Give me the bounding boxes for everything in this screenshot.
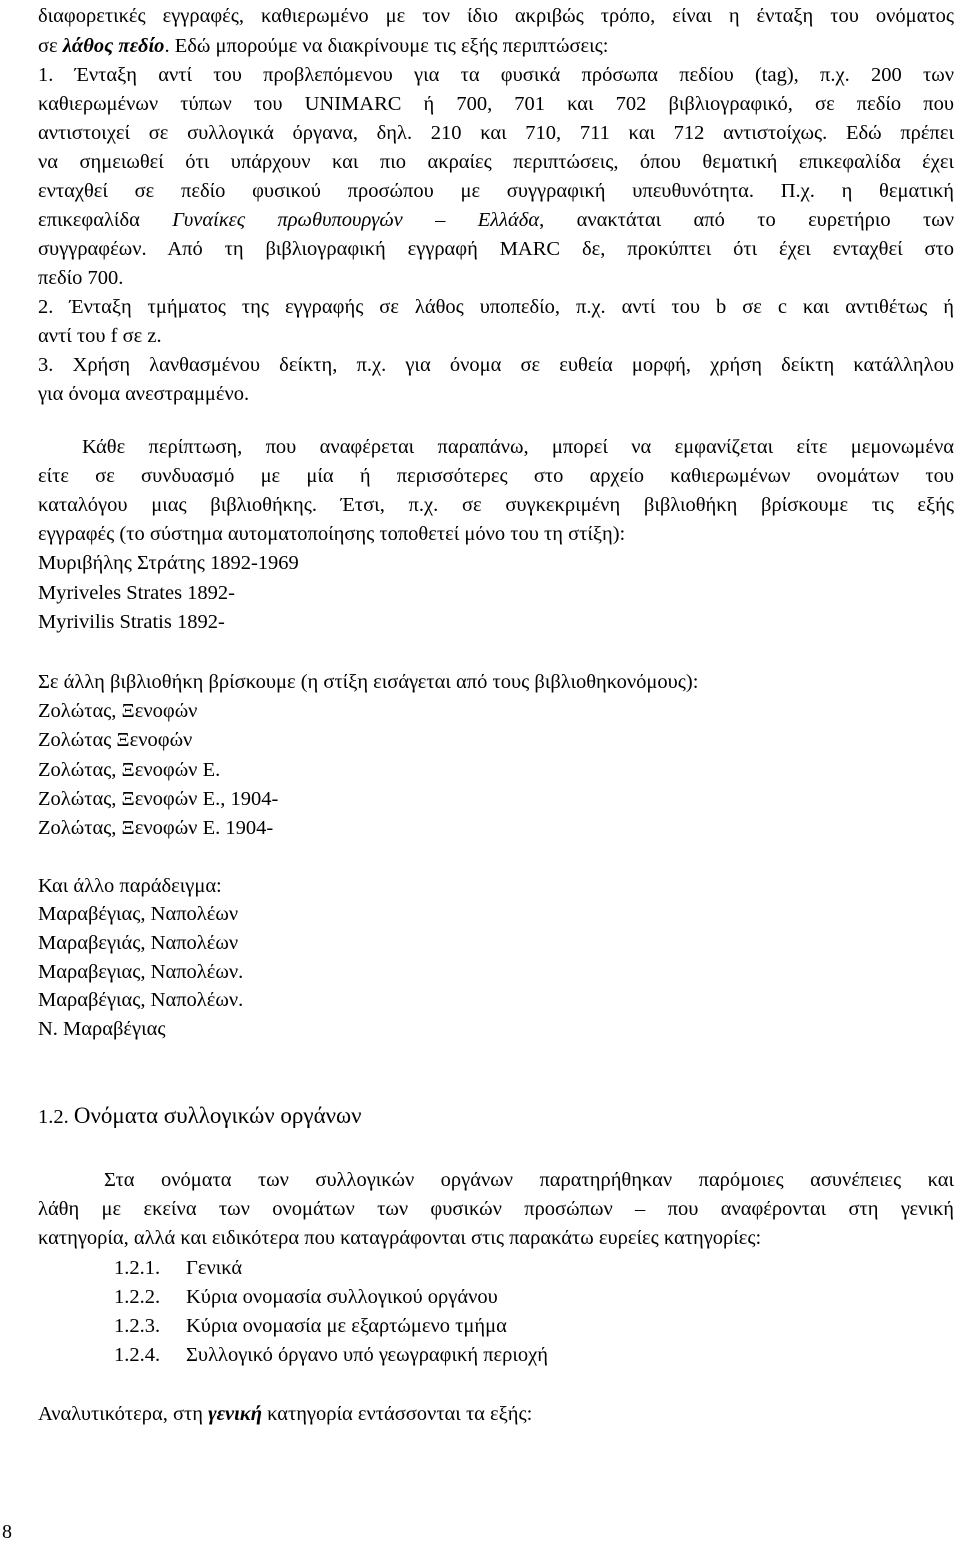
- subsection-label: Κύρια ονομασία συλλογικού οργάνου: [186, 1286, 498, 1308]
- case-2-line-2: αντί του f σε z.: [38, 325, 162, 347]
- para-3-line-3: κατηγορία, αλλά και ειδικότερα που καταγράφονται στις παρακάτω ευρείες κατηγορίες:: [38, 1227, 762, 1249]
- case-1-line-6: [38, 210, 954, 231]
- example-2-item: Ζολώτας, Ξενοφών Ε. 1904-: [38, 817, 274, 839]
- para-3-line-2: λάθη με εκείνα των ονομάτων των φυσικών προσώπων – που αναφέρονται στη γενική: [38, 1198, 954, 1220]
- case-1-line-4: να σημειωθεί ότι υπάρχουν και πιο ακραίες περιπτώσεις, όπου θεματική επικεφαλίδα έχει: [38, 151, 954, 173]
- case-2-line-1: 2. Ένταξη τμήματος της εγγραφής σε λάθος υποπεδίο, π.χ. αντί του b σε c και αντιθέτως ή: [38, 296, 954, 318]
- para-2-line-2: είτε σε συνδυασμό με μία ή περισσότερες στο αρχείο καθιερωμένων ονομάτων του: [38, 465, 954, 487]
- case-1-line-8: πεδίο 700.: [38, 267, 124, 289]
- subsection-item: [114, 1287, 498, 1308]
- case-1-line-6-pre: επικεφαλίδα: [38, 209, 173, 231]
- subsection-label: Συλλογικό όργανο υπό γεωγραφική περιοχή: [186, 1344, 548, 1366]
- subsection-item: [114, 1258, 242, 1279]
- para-2-line-3: καταλόγου μιας βιβλιοθήκης. Έτσι, π.χ. σε συγκεκριμένη βιβλιοθήκη βρίσκουμε τις εξής: [38, 494, 954, 516]
- example-2-item: Ζολώτας, Ξενοφών Ε., 1904-: [38, 788, 279, 810]
- subsection-item: [114, 1316, 507, 1337]
- example-2-item: Ζολώτας, Ξενοφών Ε.: [38, 759, 221, 781]
- example-2-item: Ζολώτας Ξενοφών: [38, 729, 193, 751]
- case-1-line-6-post: , ανακτάται από το ευρετήριο των: [539, 209, 954, 231]
- example-2-item: Ζολώτας, Ξενοφών: [38, 700, 198, 722]
- subsection-item: [114, 1345, 548, 1366]
- section-number: 1.2.: [38, 1106, 69, 1128]
- para-2-line-4: εγγραφές (το σύστημα αυτοματοποίησης τοποθετεί μόνο του τη στίξη):: [38, 523, 626, 545]
- subsection-label: Γενικά: [186, 1257, 243, 1279]
- subsection-number: 1.2.3.: [114, 1315, 161, 1337]
- example-1-item: Myriveles Strates 1892-: [38, 582, 235, 604]
- subsection-number: 1.2.4.: [114, 1344, 161, 1366]
- example-3-item: Μαραβεγιάς, Ναπολέων: [38, 932, 239, 954]
- closing-line: [38, 1404, 532, 1425]
- case-3-line-2: για όνομα ανεστραμμένο.: [38, 383, 250, 405]
- example-3-item: Μαραβέγιας, Ναπολέων: [38, 903, 239, 925]
- para-2-line-1: Κάθε περίπτωση, που αναφέρεται παραπάνω, μπορεί να εμφανίζεται είτε μεμονωμένα: [82, 436, 954, 458]
- case-1-line-5: ενταχθεί σε πεδίο φυσικού προσώπου με συγγραφική υπευθυνότητα. Π.χ. η θεματική: [38, 180, 954, 202]
- para-3-line-1: Στα ονόματα των συλλογικών οργάνων παρατηρήθηκαν παρόμοιες ασυνέπειες και: [104, 1169, 954, 1191]
- example-3-item: Μαραβέγιας, Ναπολέων.: [38, 989, 244, 1011]
- closing-post: κατηγορία εντάσσονται τα εξής:: [261, 1403, 533, 1425]
- subsection-label: Κύρια ονομασία με εξαρτώμενο τμήμα: [186, 1315, 507, 1337]
- emphasis-wrong-field: λάθος πεδίο: [62, 35, 165, 57]
- italic-heading-example: Γυναίκες πρωθυπουργών – Ελλάδα: [172, 209, 540, 231]
- example-1-item: Myrivilis Stratis 1892-: [38, 611, 225, 633]
- subsection-number: 1.2.1.: [114, 1257, 161, 1279]
- case-1-line-2: καθιερωμένων τύπων του UNIMARC ή 700, 701 και 702 βιβλιογραφικό, σε πεδίο που: [38, 93, 954, 115]
- intro-line-2-post: . Εδώ μπορούμε να διακρίνουμε τις εξής περιπτώσεις:: [164, 35, 609, 57]
- page-number: 8: [2, 1521, 12, 1543]
- subsection-number: 1.2.2.: [114, 1286, 161, 1308]
- example-1-item: Μυριβήλης Στράτης 1892-1969: [38, 552, 299, 574]
- case-3-line-1: 3. Χρήση λανθασμένου δείκτη, π.χ. για όνομα σε ευθεία μορφή, χρήση δείκτη κατάλληλου: [38, 354, 954, 376]
- intro-line-2-pre: σε: [38, 35, 63, 57]
- example-3-intro: Και άλλο παράδειγμα:: [38, 875, 222, 897]
- case-1-line-1: 1. Ένταξη αντί του προβλεπόμενου για τα φυσικά πρόσωπα πεδίου (tag), π.χ. 200 των: [38, 64, 954, 86]
- example-3-item: Μαραβεγιας, Ναπολέων.: [38, 961, 244, 983]
- intro-line-2: [38, 36, 608, 57]
- section-heading: [38, 1104, 362, 1128]
- closing-pre: Αναλυτικότερα, στη: [38, 1403, 209, 1425]
- case-1-line-3: αντιστοιχεί σε συλλογικά όργανα, δηλ. 210 και 710, 711 και 712 αντιστοίχως. Εδώ πρέπει: [38, 122, 954, 144]
- case-1-line-7: συγγραφέων. Από τη βιβλιογραφική εγγραφή MARC δε, προκύπτει ότι έχει ενταχθεί στο: [38, 238, 954, 260]
- emphasis-general: γενική: [208, 1403, 262, 1425]
- example-2-intro: Σε άλλη βιβλιοθήκη βρίσκουμε (η στίξη εισάγεται από τους βιβλιοθηκονόμους):: [38, 671, 699, 693]
- intro-line-1: διαφορετικές εγγραφές, καθιερωμένο με τον ίδιο ακριβώς τρόπο, είναι η ένταξη του ονόματος: [38, 5, 954, 27]
- example-3-item: Ν. Μαραβέγιας: [38, 1018, 166, 1040]
- section-title: Ονόματα συλλογικών οργάνων: [73, 1103, 362, 1128]
